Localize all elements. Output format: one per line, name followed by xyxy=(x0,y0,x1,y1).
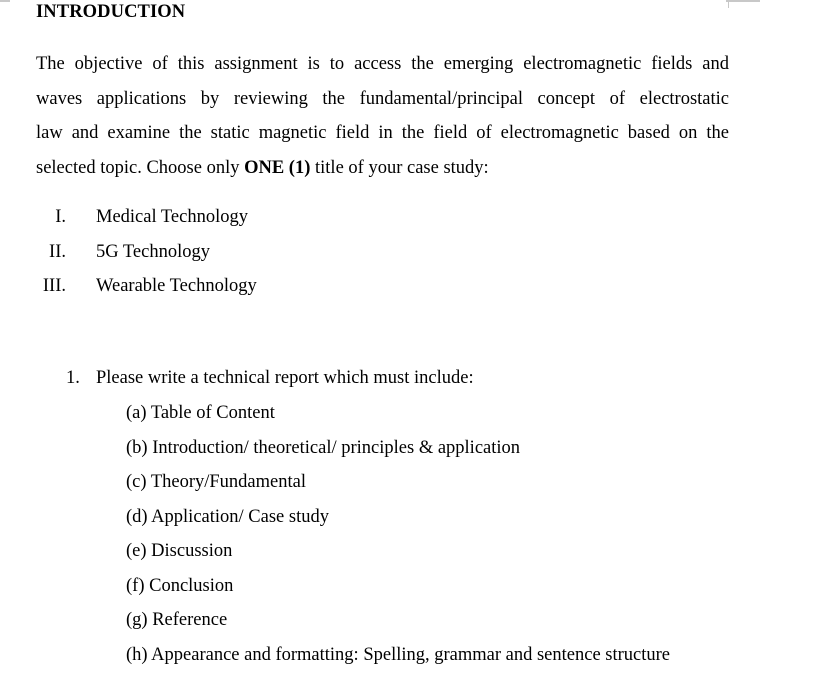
topic-label: 5G Technology xyxy=(96,241,210,262)
intro-line-4 xyxy=(36,151,729,186)
intro-last-prefix: selected topic. Choose only xyxy=(36,157,245,178)
intro-line-1: The objective of this assignment is to access the emerging electromagnetic fields and xyxy=(36,54,729,74)
topic-label: Medical Technology xyxy=(96,207,248,227)
report-item-table-of-content: (a) Table of Content xyxy=(126,403,275,423)
report-item-reference: (g) Reference xyxy=(126,610,228,630)
report-requirements xyxy=(66,361,670,672)
report-item-introduction: (b) Introduction/ theoretical/ principles & application xyxy=(126,437,521,458)
topic-item xyxy=(36,269,436,304)
topic-item xyxy=(36,235,436,270)
report-instruction xyxy=(66,361,670,396)
report-item-conclusion: (f) Conclusion xyxy=(126,575,234,596)
report-item-theory: (c) Theory/Fundamental xyxy=(126,472,306,492)
intro-last-suffix: title of your case study: xyxy=(310,157,489,178)
topic-list xyxy=(36,200,436,304)
report-item-discussion: (e) Discussion xyxy=(126,541,233,561)
topic-label: Wearable Technology xyxy=(96,276,257,296)
page-edge-marker-left xyxy=(0,0,10,2)
intro-line-2: waves applications by reviewing the fundamental/principal concept of electrostatic xyxy=(36,88,729,109)
section-heading: INTRODUCTION xyxy=(36,2,186,22)
intro-paragraph xyxy=(36,47,729,185)
report-instruction-text: Please write a technical report which must include: xyxy=(96,368,474,388)
topic-number: I. xyxy=(55,207,66,227)
page-edge-marker-right xyxy=(726,0,760,2)
intro-line-3: law and examine the static magnetic field in the field of electromagnetic based on the xyxy=(36,123,729,143)
report-item-appearance: (h) Appearance and formatting: Spelling, grammar and sentence structure xyxy=(126,644,671,665)
page-edge-marker-right-vertical xyxy=(728,0,729,8)
topic-item xyxy=(36,200,436,235)
intro-emphasis: ONE (1) xyxy=(244,157,311,178)
topic-number: III. xyxy=(42,276,66,296)
report-item-list xyxy=(66,396,670,672)
report-number: 1. xyxy=(66,368,80,388)
report-item-application: (d) Application/ Case study xyxy=(126,506,329,527)
topic-number: II. xyxy=(49,241,66,262)
